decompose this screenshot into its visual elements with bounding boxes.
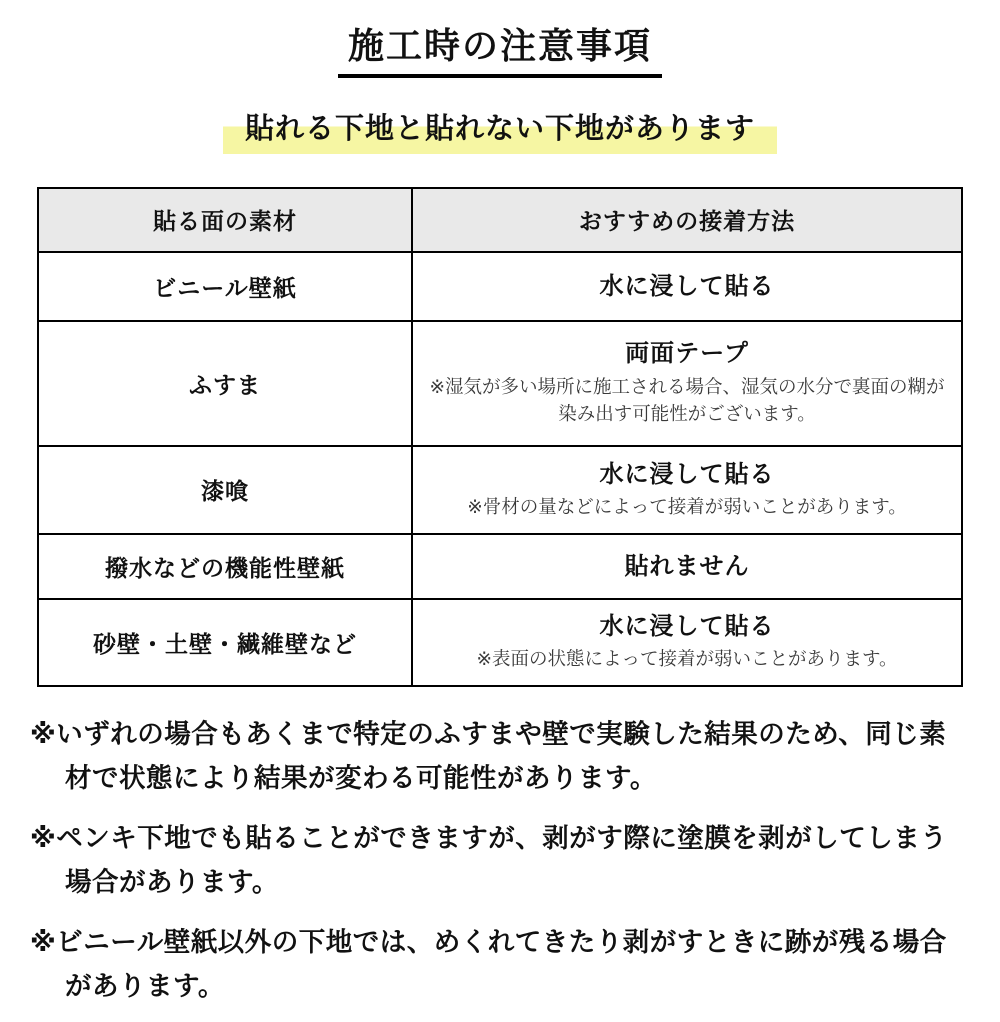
footnotes-section [30, 712, 972, 1009]
column-header-method: おすすめの接着方法 [412, 188, 962, 252]
method-text: 貼れません [624, 552, 750, 580]
method-note: ※骨材の量などによって接着が弱いことがあります。 [467, 495, 907, 517]
method-cell [412, 321, 962, 446]
material-cell: 漆喰 [38, 446, 412, 534]
column-header-material: 貼る面の素材 [38, 188, 412, 252]
method-cell [412, 446, 962, 534]
method-note: ※表面の状態によって接着が弱いことがあります。 [476, 648, 898, 670]
method-note: ※湿気が多い場所に施工される場合、湿気の水分で裏面の糊が染み出す可能性がございます。 [429, 375, 945, 425]
subtitle-wrap [0, 110, 1000, 154]
page-header [0, 22, 1000, 78]
table-row [38, 599, 962, 686]
method-text: 水に浸して貼る [599, 272, 775, 300]
substrate-adhesion-table [37, 187, 963, 687]
material-cell: 撥水などの機能性壁紙 [38, 534, 412, 599]
method-cell [412, 599, 962, 686]
page-title: 施工時の注意事項 [347, 25, 652, 66]
material-cell: ふすま [38, 321, 412, 446]
footnote: ※ペンキ下地でも貼ることができますが、剥がす際に塗膜を剥がしてしまう場合があります。 [30, 822, 948, 898]
method-cell [412, 252, 962, 321]
table-row [38, 321, 962, 446]
method-text: 水に浸して貼る [599, 460, 775, 488]
method-cell [412, 534, 962, 599]
method-text: 両面テープ [625, 340, 749, 368]
highlighted-subtitle: 貼れる下地と貼れない下地があります [223, 110, 777, 154]
table-header-row [38, 188, 962, 252]
footnote: ※ビニール壁紙以外の下地では、めくれてきたり剥がすときに跡が残る場合があります。 [30, 926, 947, 1002]
table-row [38, 446, 962, 534]
material-cell: ビニール壁紙 [38, 252, 412, 321]
method-text: 水に浸して貼る [599, 613, 775, 641]
title-underline [338, 74, 662, 78]
table-row [38, 252, 962, 321]
material-cell: 砂壁・土壁・繊維壁など [38, 599, 412, 686]
footnote: ※いずれの場合もあくまで特定のふすまや壁で実験した結果のため、同じ素材で状態により結果が変わる可能性があります。 [30, 718, 947, 794]
table-row [38, 534, 962, 599]
